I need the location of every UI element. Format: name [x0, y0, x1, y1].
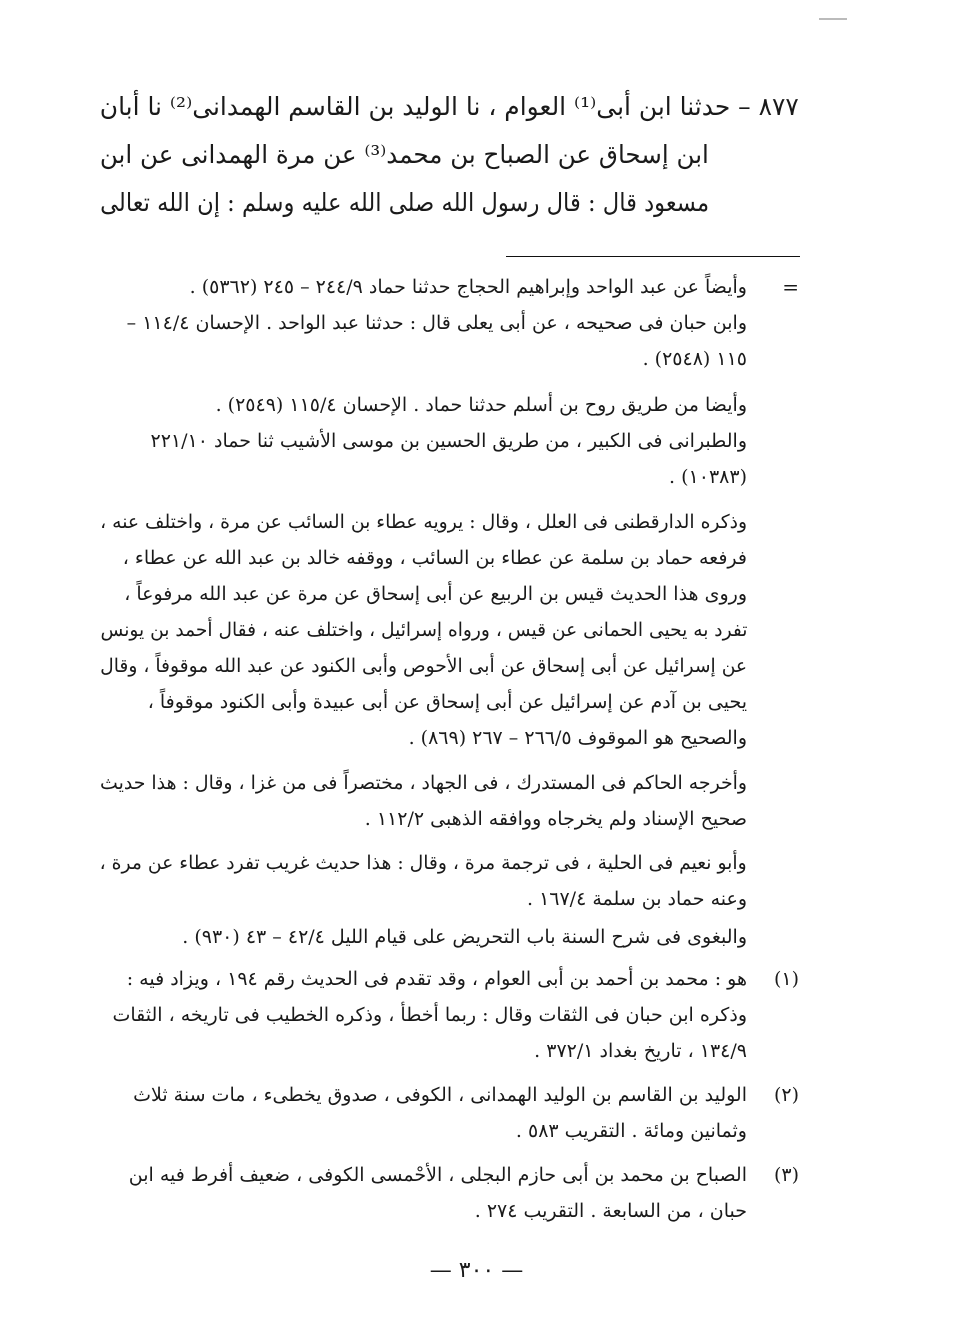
- continuation-mark: =: [782, 275, 799, 299]
- takhrij-line: وابن حبان فى صحيحه ، عن أبى يعلى قال : حدثنا عبد الواحد . الإحسان ١١٤/٤ –: [126, 312, 747, 334]
- footnote-line: الصباح بن محمد بن أبى حازم البجلى ، الأحْمسى الكوفى ، ضعيف أفرط فيه ابن: [128, 1164, 747, 1186]
- takhrij-line: وذكره الدارقطنى فى العلل ، وقال : يرويه عطاء بن السائب عن مرة ، واختلف عنه ،: [100, 511, 747, 533]
- page-number: — ٣٠٠ —: [429, 1258, 524, 1283]
- footnote-line: وذكره ابن حبان فى الثقات وقال : ربما أخطأ ، وذكره الخطيب فى تاريخه ، الثقات: [112, 1004, 747, 1026]
- footnote-line: وثمانين ومائة . التقريب ٥٨٣ .: [515, 1120, 747, 1142]
- takhrij-line: (١٠٣٨٣) .: [669, 466, 747, 488]
- footnote-line: هو : محمد بن أحمد بن أبى العوام ، وقد تقدم فى الحديث رقم ١٩٤ ، ويزاد فيه :: [126, 968, 747, 990]
- takhrij-line: ١١٥ (٢٥٤٨) .: [642, 348, 747, 370]
- takhrij-line: فرفعه حماد بن سلمة عن عطاء بن السائب ، ووقفه خالد بن عبد الله عن عطاء ،: [122, 547, 747, 569]
- takhrij-line: وروى هذا الحديث قيس بن الربيع عن أبى إسحاق عن مرة عن عبد الله مرفوعاً ،: [124, 583, 747, 605]
- takhrij-line: والبغوى فى شرح السنة باب التحريض على قيام الليل ٤٢/٤ – ٤٣ (٩٣٠) .: [182, 926, 747, 948]
- takhrij-line: صحيح الإسناد ولم يخرجاه ووافقه الذهبى ١١٢/٢ .: [364, 808, 747, 830]
- footnote-line: الوليد بن القاسم بن الوليد الهمدانى ، الكوفى ، صدوق يخطىء ، مات سنة ثلاث: [133, 1084, 747, 1106]
- footnote-line: حبان ، من السابعة . التقريب ٢٧٤ .: [474, 1200, 747, 1222]
- hadith-line: ابن إسحاق عن الصباح بن محمد⁽³⁾ عن مرة الهمدانى عن ابن: [99, 140, 709, 169]
- footnote-number: (٢): [773, 1084, 799, 1106]
- takhrij-line: وأبو نعيم فى الحلية ، فى ترجمة مرة ، وقال : هذا حديث غريب تفرد عطاء عن مرة ،: [100, 852, 747, 874]
- takhrij-line: والطبرانى فى الكبير ، من طريق الحسين بن موسى الأشيب ثنا حماد ٢٢١/١٠: [150, 430, 747, 452]
- takhrij-line: والصحيح هو الموقوف ٢٦٦/٥ – ٢٦٧ (٨٦٩) .: [408, 727, 747, 749]
- footnote-number: (١): [773, 968, 799, 990]
- footnote-number: (٣): [773, 1164, 799, 1186]
- hadith-line: ٨٧٧ – حدثنا ابن أبى⁽¹⁾ العوام ، نا الوليد بن القاسم الهمدانى⁽²⁾ نا أبان: [99, 92, 799, 121]
- hadith-line: مسعود قال : قال رسول الله صلى الله عليه وسلم : إن الله تعالى: [100, 188, 709, 217]
- takhrij-line: عن إسرائيل عن أبى إسحاق عن أبى الأحوص وأبى الكنود عن عبد الله موقوفاً ، وقال: [100, 655, 747, 677]
- takhrij-line: تفرد به يحيى الحمانى عن قيس ، ورواه إسرائيل ، واختلف عنه ، فقال أحمد بن يونس: [100, 619, 747, 641]
- takhrij-line: يحيى بن آدم عن إسرائيل عن أبى إسحاق عن أبى عبيدة وأبى الكنود موقوفاً ،: [147, 691, 747, 713]
- scan-mark: [819, 18, 847, 20]
- footnote-divider: [506, 256, 800, 257]
- takhrij-line: وعنه حماد بن سلمة ١٦٧/٤ .: [526, 888, 747, 910]
- takhrij-line: وأيضا من طريق روح بن أسلم حدثنا حماد . الإحسان ١١٥/٤ (٢٥٤٩) .: [215, 394, 747, 416]
- footnote-line: ١٣٤/٩ ، تاريخ بغداد ٣٧٢/١ .: [534, 1040, 747, 1062]
- takhrij-line: وأيضاً عن عبد الواحد وإبراهيم الحجاج حدثنا حماد ٢٤٤/٩ – ٢٤٥ (٥٣٦٢) .: [189, 276, 747, 298]
- takhrij-line: وأخرجه الحاكم فى المستدرك ، فى الجهاد ، مختصراً فى من غزا ، وقال : هذا حديث: [99, 772, 747, 794]
